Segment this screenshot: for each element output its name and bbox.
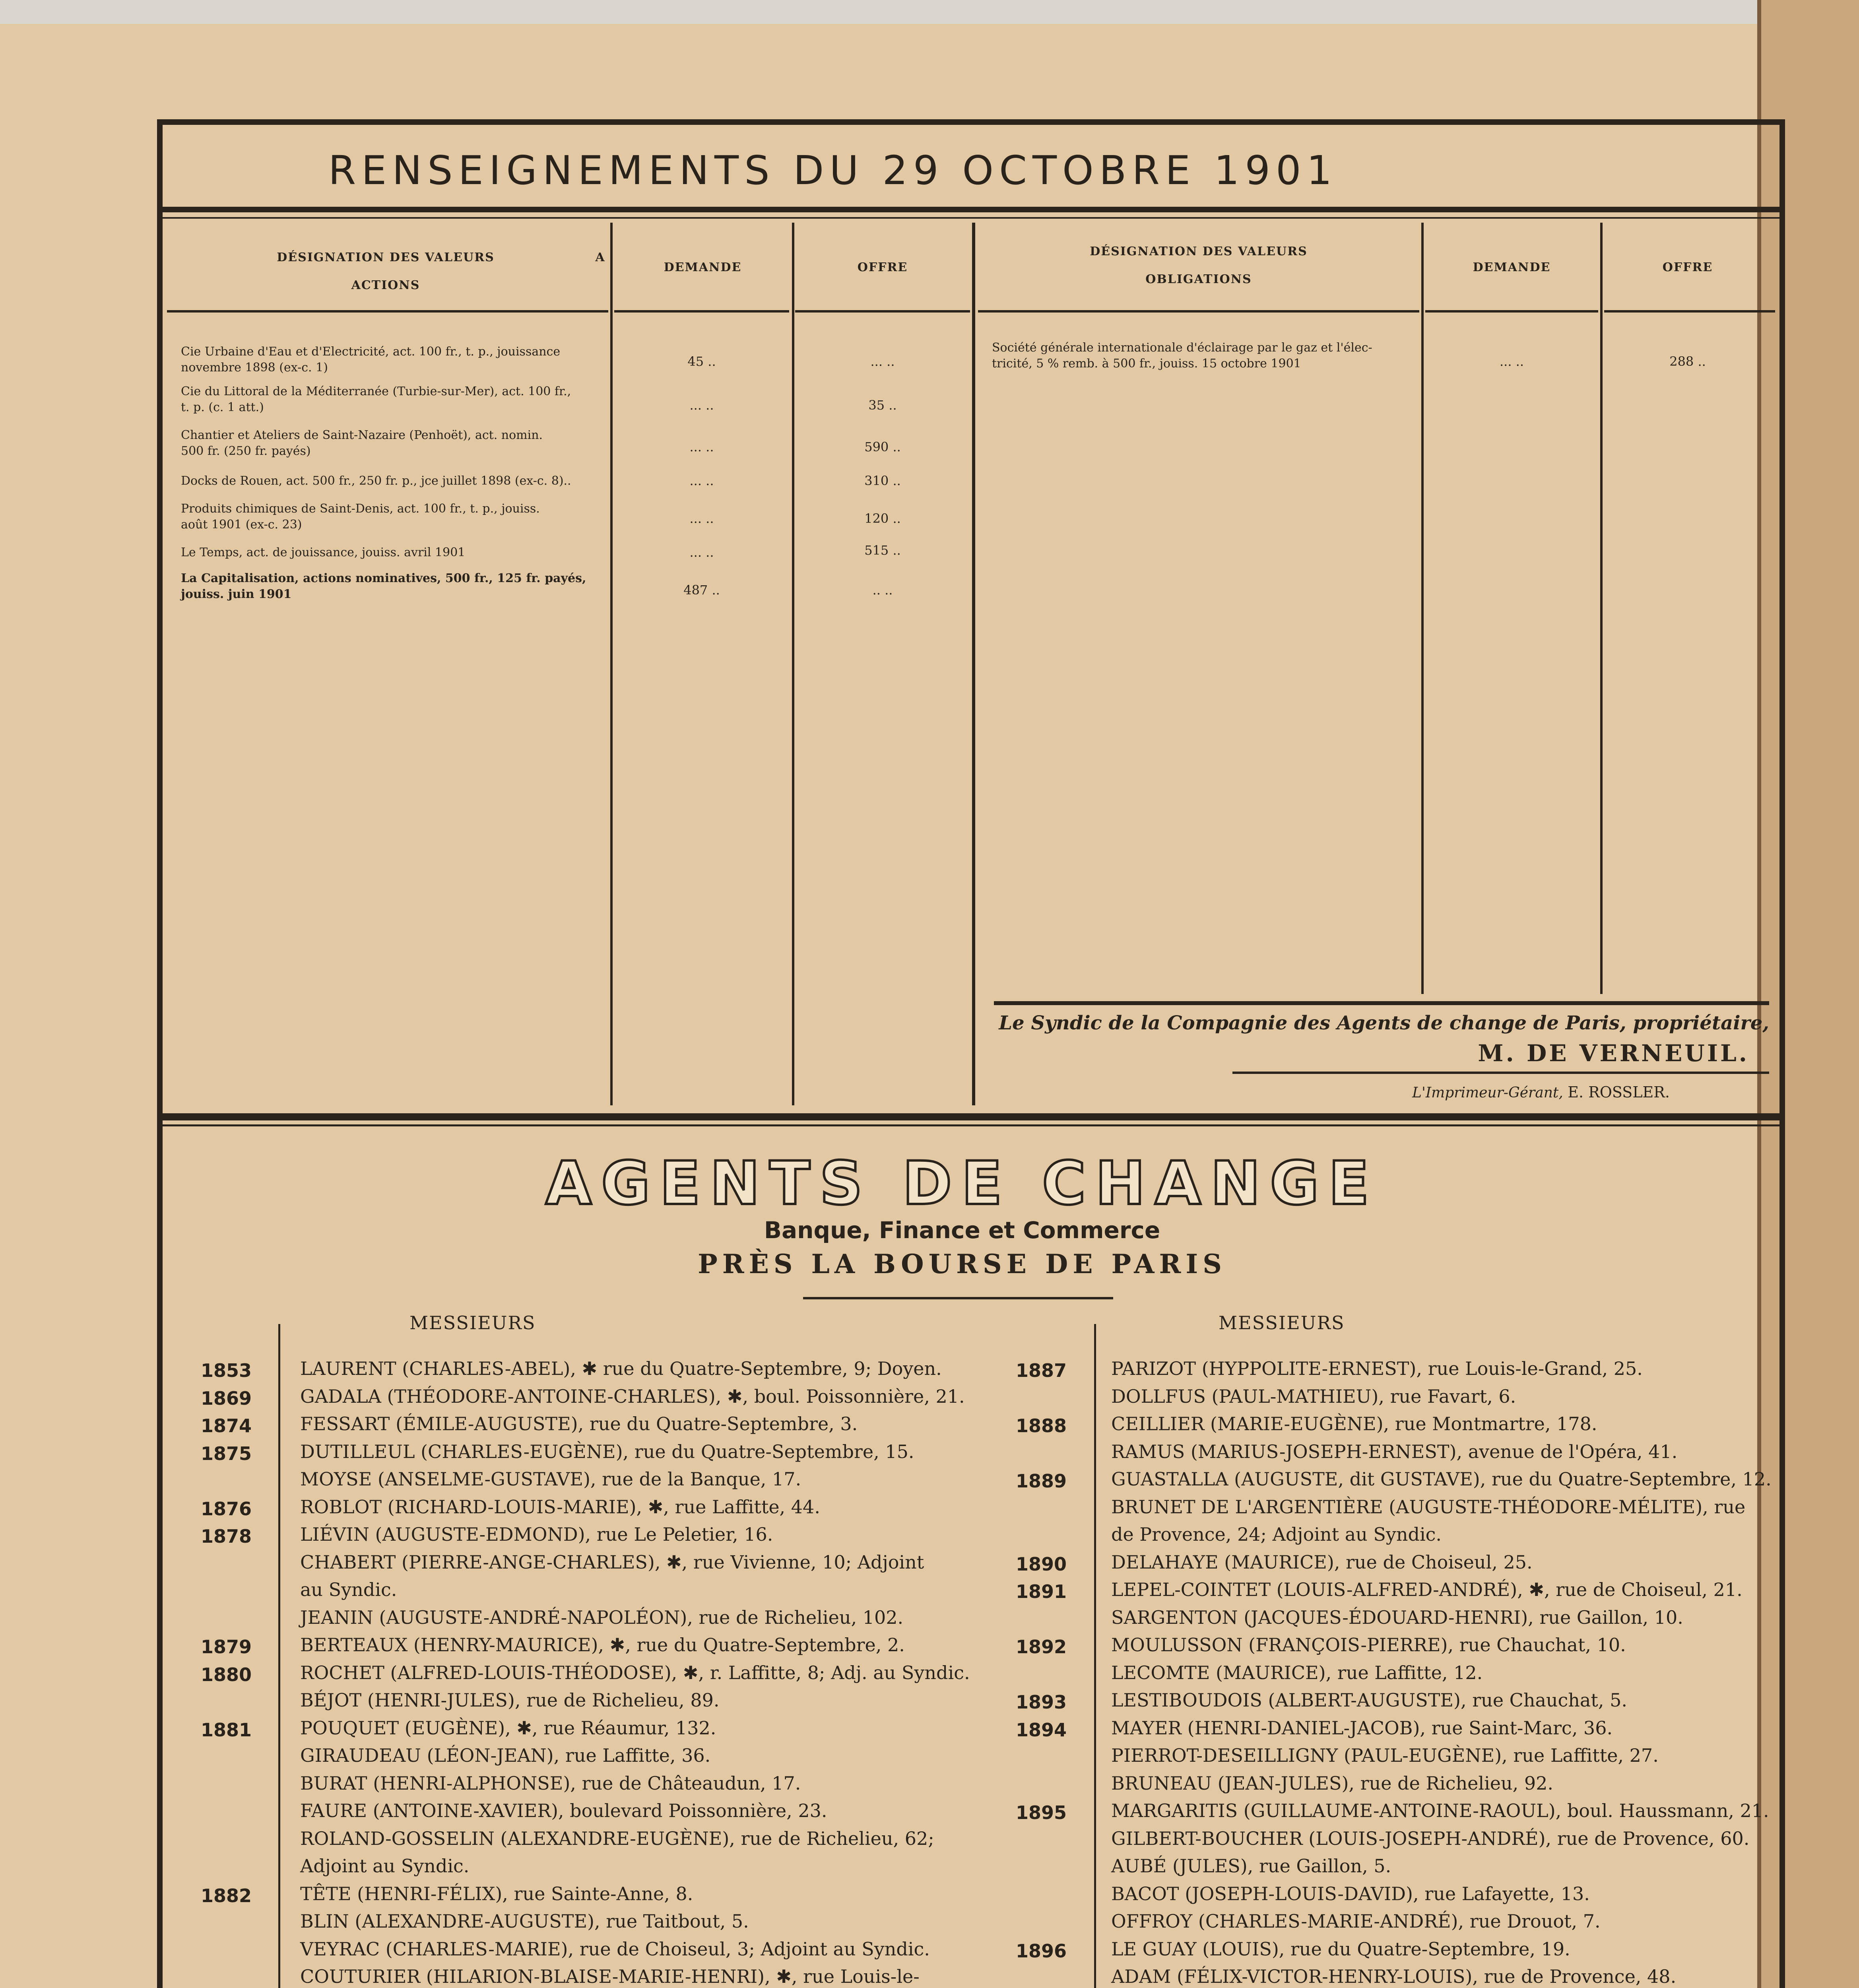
- action-demande: ... ..: [689, 398, 714, 413]
- header-rule: [614, 310, 789, 313]
- syndic-rule: [994, 1001, 1769, 1005]
- agent-year: 1880: [201, 1664, 252, 1685]
- syndic-name: M. DE VERNEUIL.: [1478, 1040, 1749, 1067]
- agent-entry: GILBERT-BOUCHER (LOUIS-JOSEPH-ANDRÉ), rue de Provence, 60.: [1111, 1827, 1750, 1849]
- actions-offre-header: OFFRE: [857, 260, 908, 274]
- agent-entry: Adjoint au Syndic.: [300, 1855, 470, 1877]
- action-row: [181, 571, 610, 602]
- section-rule-thin: [163, 1124, 1779, 1126]
- action-offre: ... ..: [870, 354, 895, 369]
- obligations-offre-header: OFFRE: [1662, 260, 1713, 274]
- agent-entry: GUASTALLA (AUGUSTE, dit GUSTAVE), rue du Quatre-Septembre, 12.: [1111, 1468, 1772, 1490]
- header-rule: [1425, 310, 1598, 313]
- imprimeur-name: E. ROSSLER.: [1568, 1083, 1670, 1101]
- action-line1: Produits chimiques de Saint-Denis, act. 100 fr., t. p., jouiss.: [181, 502, 540, 516]
- agent-entry: PIERROT-DESEILLIGNY (PAUL-EUGÈNE), rue Laffitte, 27.: [1111, 1745, 1659, 1766]
- actions-designation-header: DÉSIGNATION DES VALEURS: [277, 250, 495, 264]
- agent-year: 1891: [1016, 1581, 1067, 1602]
- col-divider: [610, 223, 613, 1105]
- action-row: [181, 344, 610, 376]
- agents-subtitle: Banque, Finance et Commerce: [764, 1217, 1160, 1244]
- scan-top-edge: [0, 0, 1859, 24]
- agent-entry: ROBLOT (RICHARD-LOUIS-MARIE), ✱, rue Laffitte, 44.: [300, 1496, 820, 1518]
- action-line1: Cie du Littoral de la Méditerranée (Turbie-sur-Mer), act. 100 fr.,: [181, 384, 571, 398]
- agent-entry: SARGENTON (JACQUES-ÉDOUARD-HENRI), rue Gaillon, 10.: [1111, 1606, 1683, 1628]
- agent-entry: MOYSE (ANSELME-GUSTAVE), rue de la Banque, 17.: [300, 1468, 801, 1490]
- agent-year: 1890: [1016, 1553, 1067, 1575]
- obligation-demande: ... ..: [1499, 354, 1524, 369]
- action-line2: août 1901 (ex-c. 23): [181, 518, 302, 532]
- action-demande: ... ..: [689, 439, 714, 454]
- agent-entry: LAURENT (CHARLES-ABEL), ✱ rue du Quatre-Septembre, 9; Doyen.: [300, 1358, 942, 1379]
- imprimeur-label: L'Imprimeur-Gérant,: [1412, 1085, 1563, 1101]
- obligation-offre: 288 ..: [1669, 354, 1706, 369]
- agent-entry: LIÉVIN (AUGUSTE-EDMOND), rue Le Peletier, 16.: [300, 1524, 773, 1545]
- action-offre: 515 ..: [864, 543, 901, 558]
- col-divider: [792, 223, 794, 1105]
- agent-entry: GADALA (THÉODORE-ANTOINE-CHARLES), ✱, boul. Poissonnière, 21.: [300, 1385, 965, 1407]
- agent-entry: MAYER (HENRI-DANIEL-JACOB), rue Saint-Marc, 36.: [1111, 1717, 1613, 1739]
- action-line2: novembre 1898 (ex-c. 1): [181, 361, 328, 375]
- agent-year: 1881: [201, 1719, 252, 1741]
- agent-entry: BACOT (JOSEPH-LOUIS-DAVID), rue Lafayette, 13.: [1111, 1883, 1590, 1905]
- agent-entry: COUTURIER (HILARION-BLAISE-MARIE-HENRI), ✱, rue Louis-le-: [300, 1966, 920, 1987]
- agent-year: 1888: [1016, 1415, 1067, 1437]
- agent-entry: OFFROY (CHARLES-MARIE-ANDRÉ), rue Drouot, 7.: [1111, 1910, 1601, 1932]
- agent-year: 1879: [201, 1636, 252, 1658]
- agent-entry: AUBÉ (JULES), rue Gaillon, 5.: [1111, 1855, 1391, 1877]
- col-divider: [1421, 223, 1424, 994]
- agent-entry: GIRAUDEAU (LÉON-JEAN), rue Laffitte, 36.: [300, 1745, 711, 1766]
- title-rule-thin: [163, 217, 1779, 219]
- syndic-line: Le Syndic de la Compagnie des Agents de change de Paris, propriétaire,: [999, 1012, 1769, 1034]
- agent-year: 1869: [201, 1387, 252, 1409]
- agent-entry: BÉJOT (HENRI-JULES), rue de Richelieu, 89.: [300, 1689, 720, 1711]
- action-offre: .. ..: [872, 582, 893, 598]
- agent-entry: LESTIBOUDOIS (ALBERT-AUGUSTE), rue Chauchat, 5.: [1111, 1689, 1627, 1711]
- agent-entry: TÊTE (HENRI-FÉLIX), rue Sainte-Anne, 8.: [300, 1883, 693, 1905]
- action-row: [181, 384, 610, 415]
- agent-entry: de Provence, 24; Adjoint au Syndic.: [1111, 1524, 1442, 1545]
- agent-year: 1874: [201, 1415, 252, 1437]
- agent-entry: RAMUS (MARIUS-JOSEPH-ERNEST), avenue de l'Opéra, 41.: [1111, 1441, 1678, 1462]
- left-messieurs: MESSIEURS: [409, 1312, 536, 1334]
- agent-year: 1882: [201, 1885, 252, 1906]
- right-messieurs: MESSIEURS: [1219, 1312, 1345, 1334]
- agent-entry: CEILLIER (MARIE-EUGÈNE), rue Montmartre, 178.: [1111, 1413, 1597, 1435]
- syndic-rule-bottom: [1232, 1072, 1769, 1074]
- agent-entry: POUQUET (EUGÈNE), ✱, rue Réaumur, 132.: [300, 1717, 716, 1739]
- obligations-demande-header: DEMANDE: [1473, 260, 1551, 274]
- header-rule: [795, 310, 970, 313]
- action-offre: 120 ..: [864, 511, 901, 526]
- action-line2: 500 fr. (250 fr. payés): [181, 444, 311, 458]
- agent-entry: DELAHAYE (MAURICE), rue de Choiseul, 25.: [1111, 1551, 1533, 1573]
- obligation-row: [992, 340, 1421, 372]
- action-row: [181, 501, 610, 533]
- agent-entry: FAURE (ANTOINE-XAVIER), boulevard Poissonnière, 23.: [300, 1800, 827, 1821]
- agent-entry: MOULUSSON (FRANÇOIS-PIERRE), rue Chauchat, 10.: [1111, 1634, 1626, 1656]
- action-demande: ... ..: [689, 545, 714, 560]
- action-demande: 487 ..: [683, 582, 720, 598]
- agent-entry: ADAM (FÉLIX-VICTOR-HENRY-LOUIS), rue de Provence, 48.: [1111, 1966, 1677, 1987]
- title-rule: [163, 207, 1779, 212]
- agent-entry: au Syndic.: [300, 1579, 397, 1600]
- action-offre: 590 ..: [864, 439, 901, 454]
- agent-entry: LEPEL-COINTET (LOUIS-ALFRED-ANDRÉ), ✱, rue de Choiseul, 21.: [1111, 1579, 1743, 1600]
- obligations-header: OBLIGATIONS: [1145, 272, 1252, 286]
- header-rule: [978, 310, 1419, 313]
- agent-entry: BRUNET DE L'ARGENTIÈRE (AUGUSTE-THÉODORE-MÉLITE), rue: [1111, 1496, 1746, 1518]
- imprimeur: [994, 1083, 1670, 1101]
- obligation-line1: Société générale internationale d'éclairage par le gaz et l'élec-: [992, 341, 1372, 355]
- actions-header: ACTIONS: [351, 278, 420, 292]
- action-line1: Chantier et Ateliers de Saint-Nazaire (Penhoët), act. nomin.: [181, 428, 543, 442]
- action-line2: jouiss. juin 1901: [181, 587, 292, 601]
- agent-entry: BLIN (ALEXANDRE-AUGUSTE), rue Taitbout, 5.: [300, 1910, 749, 1932]
- action-row: [181, 545, 610, 561]
- action-row: [181, 427, 610, 459]
- action-line1: Cie Urbaine d'Eau et d'Electricité, act. 100 fr., t. p., jouissance: [181, 345, 561, 359]
- ornament-rule: [803, 1297, 1113, 1299]
- agent-entry: JEANIN (AUGUSTE-ANDRÉ-NAPOLÉON), rue de Richelieu, 102.: [300, 1606, 904, 1628]
- agent-entry: FESSART (ÉMILE-AUGUSTE), rue du Quatre-Septembre, 3.: [300, 1413, 858, 1435]
- agent-year: 1893: [1016, 1691, 1067, 1713]
- bulletin-title: RENSEIGNEMENTS DU 29 OCTOBRE 1901: [328, 147, 1338, 194]
- agent-year: 1894: [1016, 1719, 1067, 1741]
- left-year-divider: [278, 1324, 280, 1988]
- agents-title: AGENTS DE CHANGE: [545, 1149, 1379, 1218]
- agent-entry: CHABERT (PIERRE-ANGE-CHARLES), ✱, rue Vivienne, 10; Adjoint: [300, 1551, 924, 1573]
- agent-year: 1895: [1016, 1802, 1067, 1823]
- agent-entry: PARIZOT (HYPPOLITE-ERNEST), rue Louis-le-Grand, 25.: [1111, 1358, 1643, 1379]
- agent-entry: DOLLFUS (PAUL-MATHIEU), rue Favart, 6.: [1111, 1385, 1516, 1407]
- agent-entry: DUTILLEUL (CHARLES-EUGÈNE), rue du Quatre-Septembre, 15.: [300, 1441, 914, 1462]
- action-offre: 310 ..: [864, 473, 901, 488]
- agent-entry: ROCHET (ALFRED-LOUIS-THÉODOSE), ✱, r. Laffitte, 8; Adj. au Syndic.: [300, 1662, 970, 1683]
- agent-year: 1892: [1016, 1636, 1067, 1658]
- obligation-line2: tricité, 5 % remb. à 500 fr., jouiss. 15 octobre 1901: [992, 357, 1301, 371]
- action-line2: t. p. (c. 1 att.): [181, 400, 264, 414]
- agent-entry: LECOMTE (MAURICE), rue Laffitte, 12.: [1111, 1662, 1483, 1683]
- agent-year: 1853: [201, 1360, 252, 1381]
- agent-entry: MARGARITIS (GUILLAUME-ANTOINE-RAOUL), boul. Haussmann, 21.: [1111, 1800, 1769, 1821]
- action-line1: Le Temps, act. de jouissance, jouiss. avril 1901: [181, 546, 466, 559]
- agent-entry: ROLAND-GOSSELIN (ALEXANDRE-EUGÈNE), rue de Richelieu, 62;: [300, 1827, 934, 1849]
- action-offre: 35 ..: [868, 398, 897, 413]
- header-rule: [167, 310, 608, 313]
- header-rule: [1604, 310, 1775, 313]
- actions-demande-header: DEMANDE: [664, 260, 742, 274]
- right-year-divider: [1094, 1324, 1096, 1988]
- agent-year: 1889: [1016, 1470, 1067, 1492]
- agent-year: 1887: [1016, 1360, 1067, 1381]
- agent-entry: VEYRAC (CHARLES-MARIE), rue de Choiseul, 3; Adjoint au Syndic.: [300, 1938, 930, 1960]
- agent-entry: BRUNEAU (JEAN-JULES), rue de Richelieu, 92.: [1111, 1772, 1554, 1794]
- agent-year: 1896: [1016, 1940, 1067, 1962]
- agents-subtitle-bourse: PRÈS LA BOURSE DE PARIS: [698, 1248, 1226, 1279]
- action-demande: 45 ..: [687, 354, 716, 369]
- agent-year: 1878: [201, 1526, 252, 1547]
- agent-entry: BURAT (HENRI-ALPHONSE), rue de Châteaudun, 17.: [300, 1772, 801, 1794]
- section-rule: [163, 1113, 1779, 1120]
- agent-year: 1875: [201, 1442, 252, 1464]
- action-demande: ... ..: [689, 473, 714, 488]
- action-line1: Docks de Rouen, act. 500 fr., 250 fr. p., jce juillet 1898 (ex-c. 8)..: [181, 474, 571, 488]
- actions-marker: A: [595, 250, 605, 264]
- action-demande: ... ..: [689, 511, 714, 526]
- action-row: [181, 473, 610, 489]
- col-divider-center: [972, 223, 975, 1105]
- action-line1: La Capitalisation, actions nominatives, 500 fr., 125 fr. payés,: [181, 571, 586, 585]
- obligations-designation-header: DÉSIGNATION DES VALEURS: [1090, 245, 1308, 258]
- agent-entry: BERTEAUX (HENRY-MAURICE), ✱, rue du Quatre-Septembre, 2.: [300, 1634, 905, 1656]
- agent-year: 1876: [201, 1498, 252, 1520]
- col-divider: [1600, 223, 1603, 994]
- agent-entry: LE GUAY (LOUIS), rue du Quatre-Septembre, 19.: [1111, 1938, 1570, 1960]
